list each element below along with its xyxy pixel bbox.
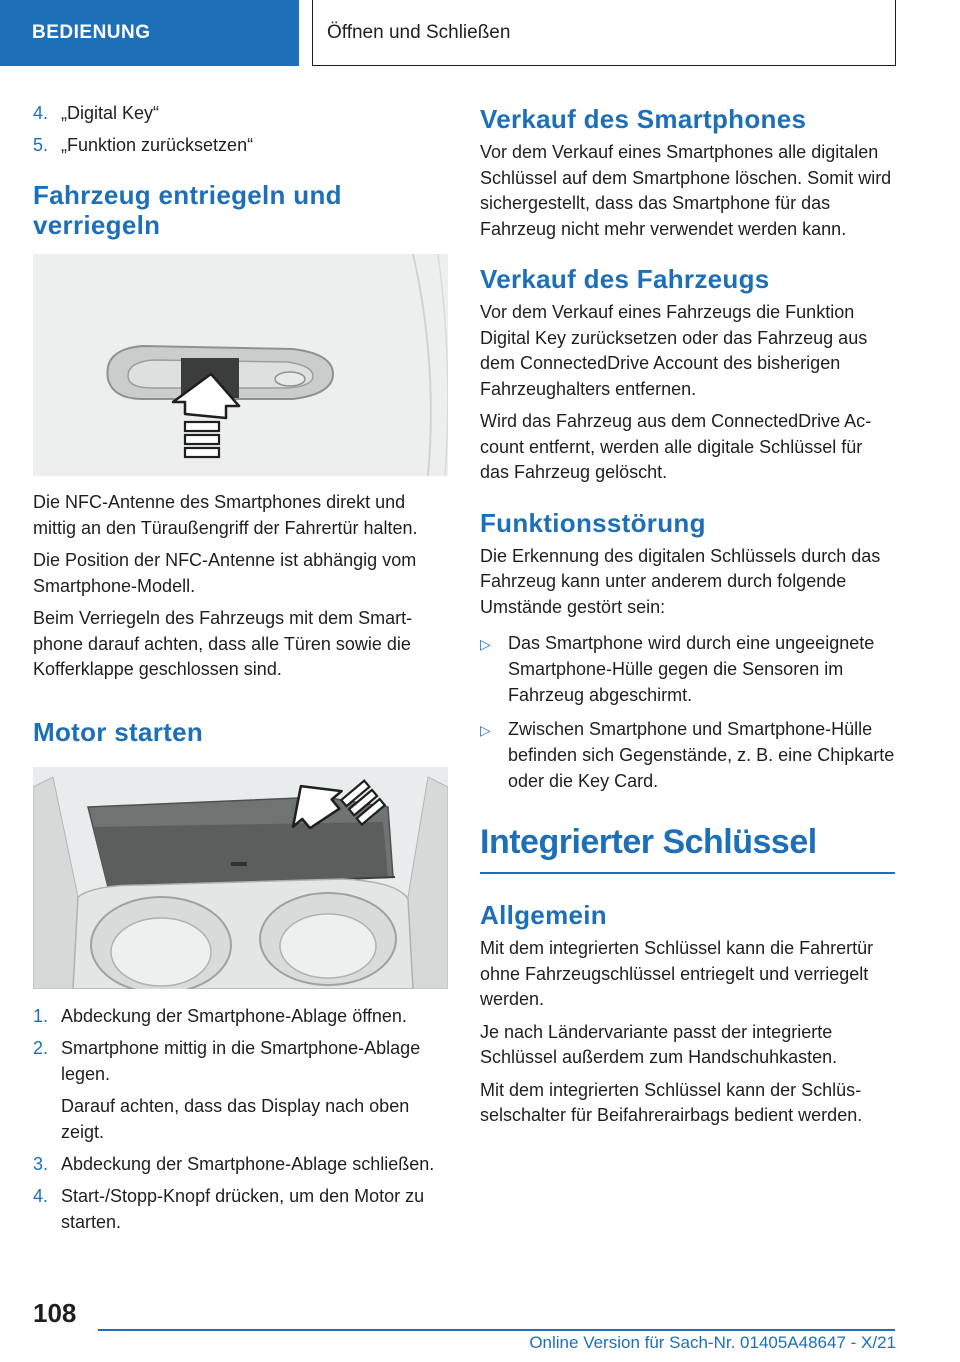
header-section-label: BEDIENUNG [0,0,299,66]
list-number: 1. [33,1005,49,1026]
top-list [33,100,448,158]
paragraph: Die Position der NFC-Antenne ist abhängig vom Smartphone-Modell. [33,550,417,596]
list-item [33,132,448,158]
list-item [33,1151,448,1177]
triangle-bullet-icon: ▷ [480,636,491,652]
list-text: Smartphone mittig in die Smartphone-Ablage legen. [61,1037,421,1084]
heading-unlock-lock: Fahrzeug entriegeln und verriegeln [33,180,342,240]
paragraph: Je nach Ländervariante passt der integrierte Schlüssel außerdem zum Handschuhkasten. [480,1021,838,1067]
heading-sell-smartphone: Verkauf des Smartphones [480,104,807,134]
bullet-item [480,716,895,794]
heading-malfunction: Funktionsstörung [480,507,706,538]
heading-sell-vehicle: Verkauf des Fahrzeugs [480,264,770,294]
malfunction-bullets [480,630,895,794]
footer-online-version: Online Version für Sach-Nr. 01405A48647 - X/21 [529,1333,896,1352]
chapter-title: Integrierter Schlüssel [480,822,895,874]
list-item [33,1003,448,1029]
triangle-bullet-icon: ▷ [480,722,491,738]
list-item [33,1035,448,1145]
bullet-text: Zwischen Smartphone und Smartphone-Hülle befinden sich Gegenstände, z. B. eine Chipkarte oder die Key Card. [508,719,895,791]
phone-tray-image [33,767,448,989]
list-item [33,1183,448,1235]
footer-divider [98,1329,895,1331]
list-number: 5. [33,135,49,155]
list-number: 4. [33,1185,49,1206]
bullet-text: Das Smartphone wird durch eine ungeeignete Smartphone-Hülle gegen die Sensoren im Fahrzeug abgeschirmt. [508,633,875,705]
list-text: „Funktion zurücksetzen“ [61,135,254,155]
list-text: Abdeckung der Smartphone-Ablage öffnen. [61,1005,407,1026]
start-steps-list [33,1003,448,1235]
list-number: 2. [33,1037,49,1058]
bullet-item [480,630,895,708]
paragraph: Beim Verriegeln des Fahrzeugs mit dem Smartphone darauf achten, dass alle Türen sowie die Kofferklappe geschlossen sind. [33,608,413,679]
page-number: 108 [33,1298,77,1328]
list-number: 4. [33,103,49,123]
list-text: Start-/Stopp-Knopf drücken, um den Motor zu starten. [61,1185,425,1232]
paragraph: Mit dem integrierten Schlüssel kann der Schlüsselschalter für Beifahrerairbags bedient werden. [480,1079,863,1125]
right-column [480,100,895,1136]
phone-tray-illustration [33,767,448,989]
list-number: 3. [33,1153,49,1174]
door-handle-image [33,254,448,476]
list-subtext: Darauf achten, dass das Display nach oben zeigt. [61,1095,410,1142]
header-page-title: Öffnen und Schließen [312,0,896,66]
paragraph: Vor dem Verkauf eines Fahrzeugs die Funktion Digital Key zurücksetzen oder das Fahrzeug aus dem ConnectedDrive Account des bisherigen Fahrzeughalters entfernen. [480,302,868,399]
door-handle-illustration [33,254,448,476]
paragraph: Vor dem Verkauf eines Smartphones alle digitalen Schlüssel auf dem Smartphone löschen. Somit wird sichergestellt, dass das Smartphone für das Fahrzeug nicht mehr verwendet werden kann. [480,142,892,239]
list-text: Abdeckung der Smartphone-Ablage schließen. [61,1153,435,1174]
heading-start-engine: Motor starten [33,716,204,747]
list-item [33,100,448,126]
paragraph: Mit dem integrierten Schlüssel kann die Fahrertür ohne Fahrzeugschlüssel entriegelt und verriegelt werden. [480,938,874,1009]
list-text: „Digital Key“ [61,103,160,123]
paragraph: Die NFC-Antenne des Smartphones direkt und mittig an den Türaußengriff der Fahrertür halten. [33,492,418,538]
left-column [33,100,448,1241]
paragraph: Die Erkennung des digitalen Schlüssels durch das Fahrzeug kann unter anderem durch folgende Umstände gestört sein: [480,545,881,617]
heading-general: Allgemein [480,900,607,930]
paragraph: Wird das Fahrzeug aus dem ConnectedDrive Account entfernt, werden alle digitale Schlüssel für das Fahrzeug gelöscht. [480,411,872,482]
